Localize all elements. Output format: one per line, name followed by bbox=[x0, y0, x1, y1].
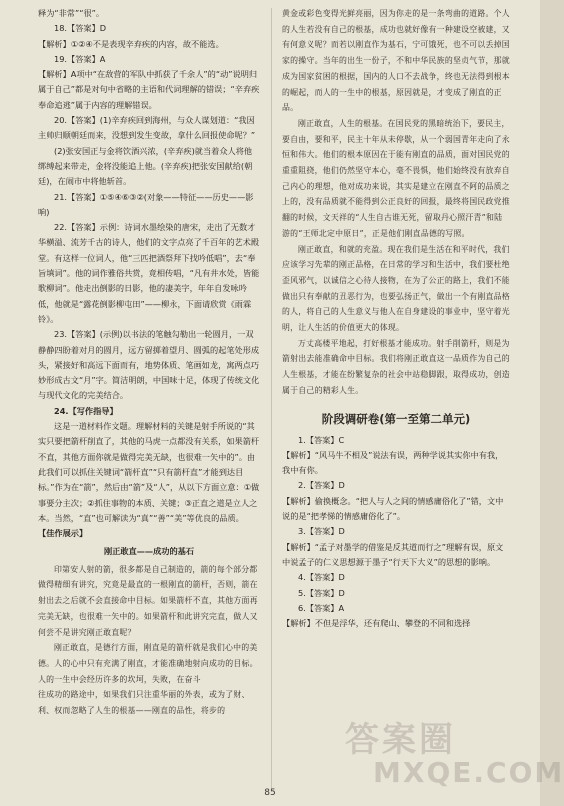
answer-line: 4.【答案】D bbox=[298, 572, 345, 583]
writing-guide-text: 这是一道材料作文题。理解材料的关键是射手所说的“其实只要把箭杆削直了，其他的马虎一点都没有关系，如果箭杆不直，其他方面你就是做得完美无缺，也很难一矢中的”。由此我们可以抓住关键词“箭杆直”“只有箭杆直”才能到达目标。”作为在“箭”，然后由“箭”及“人”，从以下方面立意：①做事要分主次；②抓住事物的本质、关键；③正直之道是立人之本。当然，“直”也可解读为“真”“善”“美”等优良的品质。 bbox=[38, 421, 260, 523]
essay-paragraph: 刚正敢直，人生的根基。在国民党的黑暗统治下，要民主，要自由，要和平，民主十年从未停歇，从一个弱国青年走向了永恒和伟大。他们的根本原因在于能有刚直的品质，面对国民党的重重阻挠，他们仍然坚守本心，毫不畏惧，他们始终没有放弃自己内心的理想，他对成功来说，其实是建立在刚直不阿的品质之上的，没有品质就不能得到公正良好的回报，最终将国民政党推翻的时候，文天祥的“人生自古谁无死，留取丹心照汗青”和陆游的“王师北定中原日”，正是他们刚直品德的写照。 bbox=[282, 118, 510, 238]
answer-line: 20.【答案】(1)辛弃疾回到海州，与众人谋划道：“我因主帅归顺朝廷而来，没想到发生变故，拿什么回报使命呢？” bbox=[38, 115, 256, 141]
writing-guide-heading: 24.【写作指导】 bbox=[54, 405, 118, 416]
essay-paragraph: 万丈高楼平地起，打好根基才能成功。射手削箭杆，则是为箭射出去能准确命中目标。我们将刚正敢直这一品质作为自己的人生根基，才能在纷繁复杂的社会中站稳脚跟，取得成功，创造属于自己的精彩人生。 bbox=[282, 338, 510, 395]
answer-line: 23.【答案】(示例)以书法的笔触勾勒出一轮圆月，一双静静四盼着对月的圆月，远方留掷着望月、圆弧的起笔处形成头，紧接好和高远下面而有，地势体质、笔画如龙，寓两点巧妙形成古文“月”字。简洁明朗，中国味十足，体现了传统文化与现代文化的完美结合。 bbox=[38, 329, 260, 401]
left-column bbox=[38, 6, 260, 719]
page-number: 85 bbox=[264, 788, 276, 798]
essay-paragraph: 往成功的路途中，如果我们只注重华丽的外表，或为了财、利、权而忽略了人生的根基——刚直的品性，将步的 bbox=[38, 690, 250, 716]
analysis-line: 【解析】“孟子对墨学的借鉴是反其道而行之”理解有误，原文中说孟子的仁义思想源于墨子“行天下大义”的思想的影响。 bbox=[282, 541, 504, 567]
analysis-line: 【解析】不但是浮华，还有爬山、攀登的不同和选择 bbox=[282, 618, 471, 629]
analysis-line: 【解析】A项中“在敌营的军队中抓获了千余人”的“动”说明归属于自己”都是对句中省略的主语和代词理解的错误；“辛弃疾奉命追逃”属于内容的理解错误。 bbox=[38, 69, 260, 110]
answer-line: 5.【答案】D bbox=[298, 587, 345, 598]
answer-line: 22.【答案】示例：诗词水墨绘染的唐宋，走出了无数才华横溢、流芳千古的诗人，他们的文字点亮了千百年的艺术殿堂。有这样一位词人，他“三匹把酒祭拜下找吟低唱”，去“奉旨填词”。他的词作雅俗共赏，竟相传唱，“凡有井水处，皆能歌柳词”。他走出倒影的日影，他的凄美字，年年自发咏吟低，他就是“露花倒影柳屯田”——柳永，下面请欣赏《雨霖铃》。 bbox=[38, 222, 260, 324]
answer-line: 21.【答案】①⑤④⑥③②(对象——特征——历史——影响) bbox=[38, 191, 254, 217]
sample-essay-heading: 【佳作展示】 bbox=[38, 528, 88, 539]
essay-title: 刚正敢直——成功的基石 bbox=[103, 546, 195, 557]
answer-line: 释为“非常”“很”。 bbox=[38, 8, 105, 18]
column-divider bbox=[271, 8, 272, 788]
analysis-line: 【解析】①②④不是表现辛弃疾的内容，故不能选。 bbox=[38, 38, 224, 49]
answer-line: 2.【答案】D bbox=[298, 480, 345, 491]
essay-paragraph: 黄金或彩色变得光鲜亮丽，因为你走的是一条弯曲的道路。个人的人生若没有自己的根基，成功也就好像有一种建设空被建，又有何意义呢？而若以刚直作为基石，宁可饿死，也不可以丢掉国家的操守。当年的出生一份子，不和中华民族的坚贞气节，那就成为国家贫困的根据，国内的人口不去战争，终也无法得到根本的崛起，而人的一生中的根基，原因就是，才变成了刚直的正品。 bbox=[282, 9, 510, 113]
essay-paragraph: 刚正敢直，和就的充盈。现在我们是生活在和平时代，我们应该学习先辈的刚正品格，在日常的学习和生活中，我们要杜绝歪风邪气，以诚信之心待人接物，在为了公正的路上，我们不能做出只有奉献的丑恶行为，也要弘扬正气，做出一个有刚直品格的人，将自己的人生意义与他人在自身建设的事业中，坚守着光明，让人生活的价值更大的体现。 bbox=[282, 244, 510, 333]
right-column bbox=[282, 6, 510, 631]
answer-line: 6.【答案】A bbox=[298, 602, 345, 613]
section-title: 阶段调研卷(第一至第二单元) bbox=[321, 411, 471, 426]
watermark-text: 答案圈 bbox=[345, 720, 456, 760]
analysis-line: 【解析】偷换概念。“把人与人之间的情感庸俗化了”错，文中说的是“把孝悌的情感庸俗化了”。 bbox=[282, 495, 504, 522]
analysis-line: 【解析】“风马牛不相及”说法有误，两种学说其实你中有我，我中有你。 bbox=[282, 449, 504, 476]
watermark-url: MXQE.COM bbox=[373, 756, 564, 789]
answer-line: 19.【答案】A bbox=[54, 53, 106, 64]
answer-line: 3.【答案】D bbox=[298, 526, 345, 537]
essay-paragraph: 印第安人射的箭，很多都是自己制造的，箭的每个部分都做得精细有讲究，究竟是最直的一根刚直的箭杆，否则，箭在射出去之后就不会直接命中目标。如果箭杆不直，其他方面再完美无缺，也很难一矢中的。如果箭杆和此讲究完直，做人又何尝不是讲究刚正敢直呢？ bbox=[38, 564, 258, 637]
answer-line: 1.【答案】C bbox=[298, 434, 345, 445]
essay-paragraph: 刚正敢直，是德行方面，刚直是的箭杆就是我们心中的美德。人的心中只有充满了刚直，才能准确地射向成功的目标。人的一生中会经历许多的坎坷，失败，在奋斗 bbox=[38, 643, 258, 684]
answer-line: (2)张安国正与金将饮酒兴浓，(辛弃疾)就当着众人将他绑缚起来带走，金将没能追上他。(辛弃疾)把张安国献给(朝廷)，在闹市中将他斩首。 bbox=[38, 145, 253, 187]
answer-line: 18.【答案】D bbox=[54, 23, 107, 34]
